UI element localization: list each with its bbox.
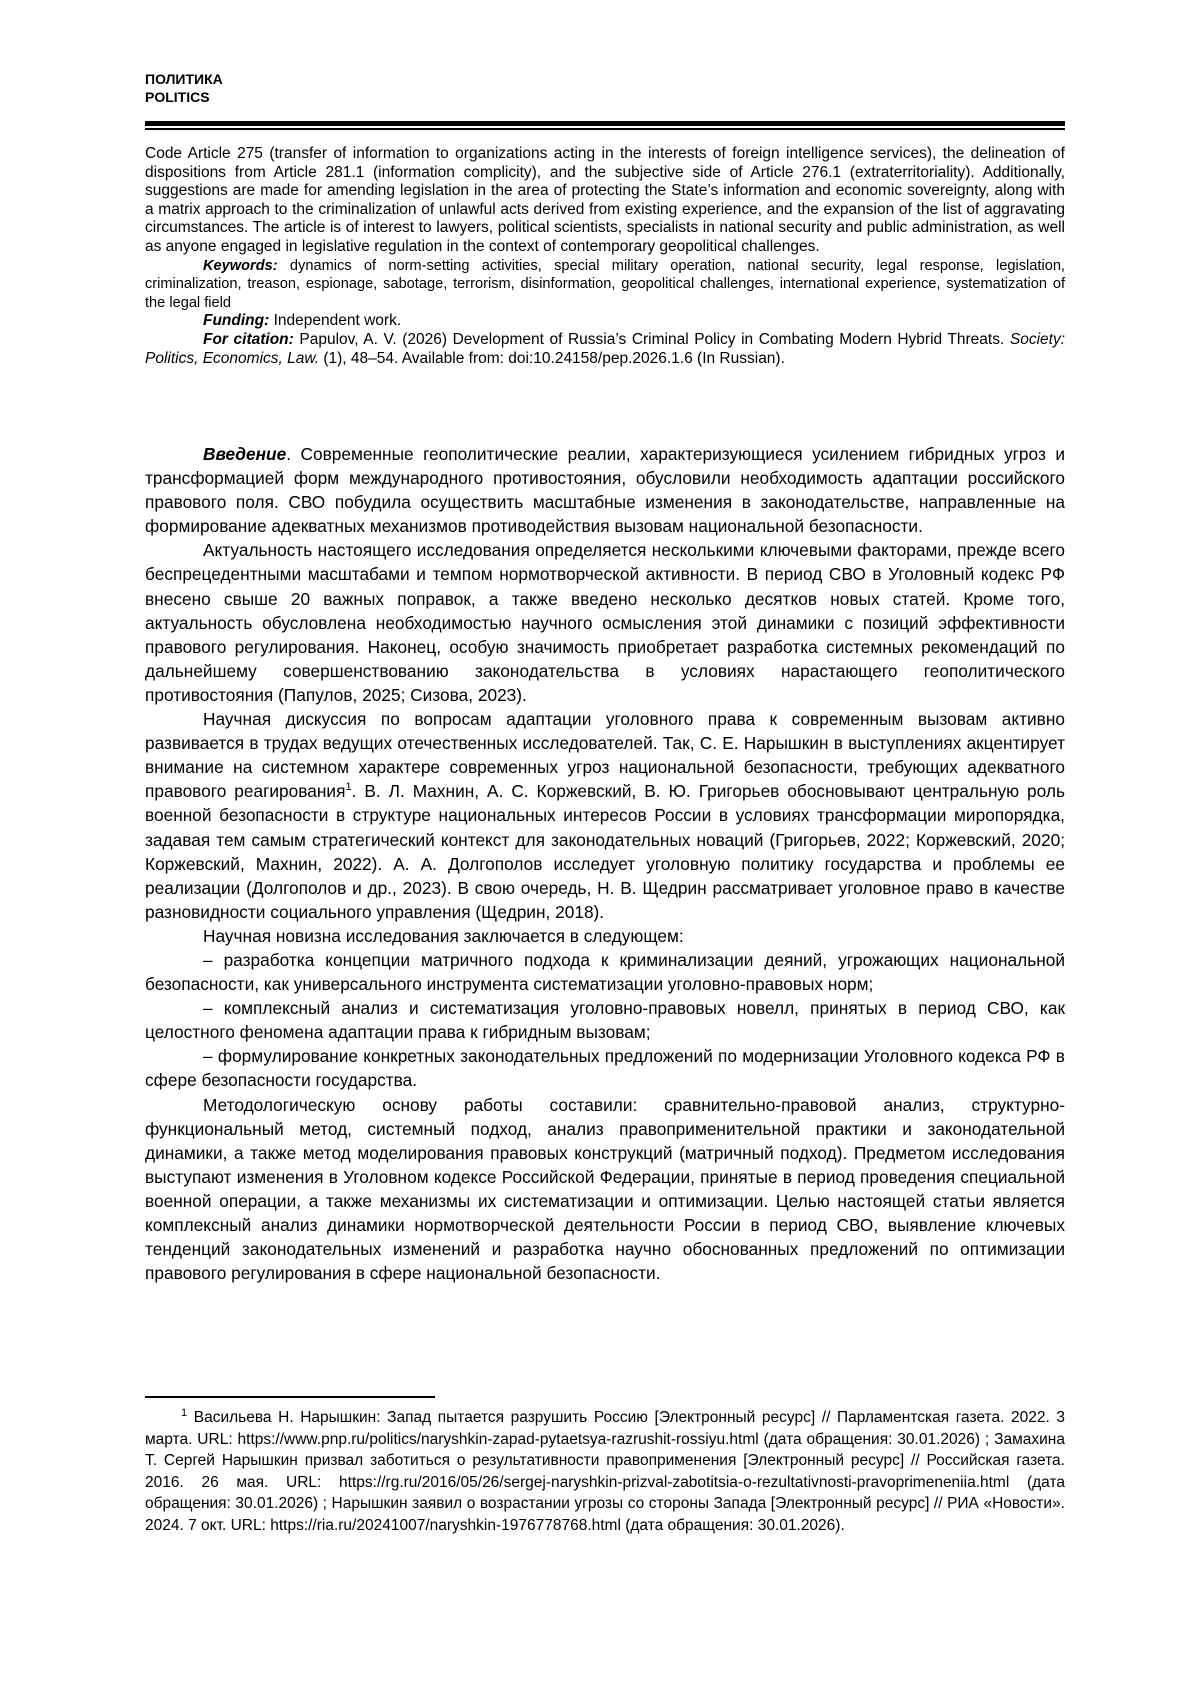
footnote-reference[interactable]: 1 bbox=[345, 781, 352, 794]
header-rule-thin bbox=[145, 128, 1065, 130]
novelty-list-item: – формулирование конкретных законодательных предложений по модернизации Уголовного кодекса РФ в сфере безопасности государства. bbox=[145, 1046, 1065, 1091]
intro-text: . Современные геополитические реалии, характеризующиеся усилением гибридных угроз и трансформацией форм международного противостояния, обусловили необходимость адаптации российского правового поля. СВО побудила осуществить масштабные изменения в законодательстве, направленные на формирование адекватных механизмов противодействия вызовам национальной безопасности. bbox=[145, 444, 1065, 537]
methodology-paragraph: Методологическую основу работы составили: сравнительно-правовой анализ, структурно-функциональный метод, системный подход, анализ правоприменительной практики и законодательной динамики, а также метод моделирования правовых конструкций (матричный подход). Предметом исследования выступают изменения в Уголовном кодексе Российской Федерации, принятые в период проведения специальной военной операции, а также механизмы их систематизации и оптимизации. Целью настоящей статьи является комплексный анализ динамики нормотворческой деятельности России в период СВО, выявление ключевых тенденций законодательных изменений и разработка научно обоснованных предложений по оптимизации правового регулирования в сфере национальной безопасности. bbox=[145, 1094, 1065, 1284]
header-rule-thick bbox=[145, 121, 1065, 126]
keywords-label: Keywords: bbox=[203, 257, 278, 274]
discussion-text-b: . В. Л. Махнин, А. С. Коржевский, В. Ю. Григорьев обосновывают центральную роль военной безопасности в структуре национальных интересов России в условиях трансформации миропорядка, задавая тем самым стратегический контекст для законодательных новаций (Григорьев, 2022; Коржевский, 2020; Коржевский, Махнин, 2022). А. А. Долгополов исследует уголовную политику государства и проблемы ее реализации (Долгополов и др., 2023). В свою очередь, Н. В. Щедрин рассматривает уголовное право в качестве разновидности социального управления (Щедрин, 2018). bbox=[145, 781, 1065, 922]
running-head bbox=[145, 70, 223, 106]
article-body bbox=[145, 442, 1065, 1285]
footnote bbox=[145, 1407, 1065, 1536]
discussion-text-a: Научная дискуссия по вопросам адаптации уголовного права к современным вызовам активно развивается в трудах ведущих отечественных исследователей. Так, С. Е. Нарышкин в выступлениях акцентирует внимание на системном характере современных угроз национальной безопасности, требующих адекватного правового реагирования bbox=[145, 709, 1065, 802]
citation-label: For citation: bbox=[203, 330, 294, 348]
novelty-list-item: – разработка концепции матричного подхода к криминализации деяний, угрожающих национальной безопасности, как универсального инструмента систематизации уголовно-правовых норм; bbox=[145, 949, 1065, 995]
novelty-paragraph: Научная новизна исследования заключается в следующем: bbox=[203, 925, 684, 946]
footnote-paragraph bbox=[145, 1407, 1065, 1536]
footnote-rule bbox=[145, 1396, 435, 1398]
citation-journal: Society: Politics, Economics, Law. bbox=[145, 330, 1065, 367]
funding-label: Funding: bbox=[203, 312, 270, 330]
footnote-text: Васильева Н. Нарышкин: Запад пытается разрушить Россию [Электронный ресурс] // Парламентская газета. 2022. 3 марта. URL: https://www.pnp.ru/politics/naryshkin-zapad-pytaetsya-razrushit-rossiyu.html (дата обращения: 30.01.2026) ; Замахина Т. Сергей Нарышкин призвал заботиться о результативности правоприменения [Электронный ресурс] // Российская газета. 2016. 26 мая. URL: https://rg.ru/2016/05/26/sergej-naryshkin-prizval-zabotitsia-o-rezultativnosti-pravoprimeneniia.html (дата обращения: 30.01.2026) ; Нарышкин заявил о возрастании угрозы со стороны Запада [Электронный ресурс] // РИА «Новости». 2024. 7 окт. URL: https://ria.ru/20241007/naryshkin-1976778768.html (дата обращения: 30.01.2026). bbox=[145, 1409, 1066, 1534]
funding bbox=[145, 312, 1065, 331]
keywords bbox=[145, 257, 1065, 313]
novelty-list-item: – комплексный анализ и систематизация уголовно-правовых новелл, принятых в период СВО, как целостного феномена адаптации права к гибридным вызовам; bbox=[145, 998, 1065, 1043]
section-title-en: POLITICS bbox=[145, 89, 210, 105]
abstract-block bbox=[145, 145, 1065, 368]
intro-label: Введение bbox=[203, 444, 287, 464]
abstract-continuation: Code Article 275 (transfer of information to organizations acting in the interests of foreign intelligence services), the delineation of dispositions from Article 281.1 (information complicity), and the subjective side of Article 276.1 (extraterritoriality). Additionally, suggestions are made for amending legislation in the area of protecting the State’s information and economic sovereignty, along with a matrix approach to the criminalization of unlawful acts derived from existing experience, and the expansion of the list of aggravating circumstances. The article is of interest to lawyers, political scientists, specialists in national security and public administration, as well as anyone engaged in legislative regulation in the context of contemporary geopolitical challenges. bbox=[145, 145, 1065, 255]
footnote-mark: 1 bbox=[181, 1406, 188, 1419]
citation bbox=[145, 331, 1065, 368]
relevance-paragraph: Актуальность настоящего исследования определяется несколькими ключевыми факторами, прежде всего беспрецедентными масштабами и темпом нормотворческой активности. В период СВО в Уголовный кодекс РФ внесено свыше 20 важных поправок, а также введено несколько десятков новых статей. Кроме того, актуальность обусловлена необходимостью научного осмысления этой динамики с позиций эффективности правового регулирования. Наконец, особую значимость приобретает разработка системных рекомендаций по дальнейшему совершенствованию законодательства в условиях нарастающего геополитического противостояния (Папулов, 2025; Сизова, 2023). bbox=[145, 540, 1065, 705]
funding-text: Independent work. bbox=[273, 312, 402, 330]
section-title-ru: ПОЛИТИКА bbox=[145, 71, 223, 87]
citation-text-b: (1), 48–54. Available from: doi:10.24158/pep.2026.1.6 (In Russian). bbox=[323, 349, 785, 367]
discussion-paragraph bbox=[145, 707, 1065, 924]
intro-paragraph bbox=[145, 442, 1065, 538]
citation-text-a: Papulov, A. V. (2026) Development of Russia’s Criminal Policy in Combating Modern Hybrid Threats. bbox=[299, 330, 1005, 348]
keywords-text: dynamics of norm-setting activities, special military operation, national security, legal response, legislation, criminalization, treason, espionage, sabotage, terrorism, disinformation, geopolitical challenges, international experience, systematization of the legal field bbox=[145, 257, 1065, 311]
